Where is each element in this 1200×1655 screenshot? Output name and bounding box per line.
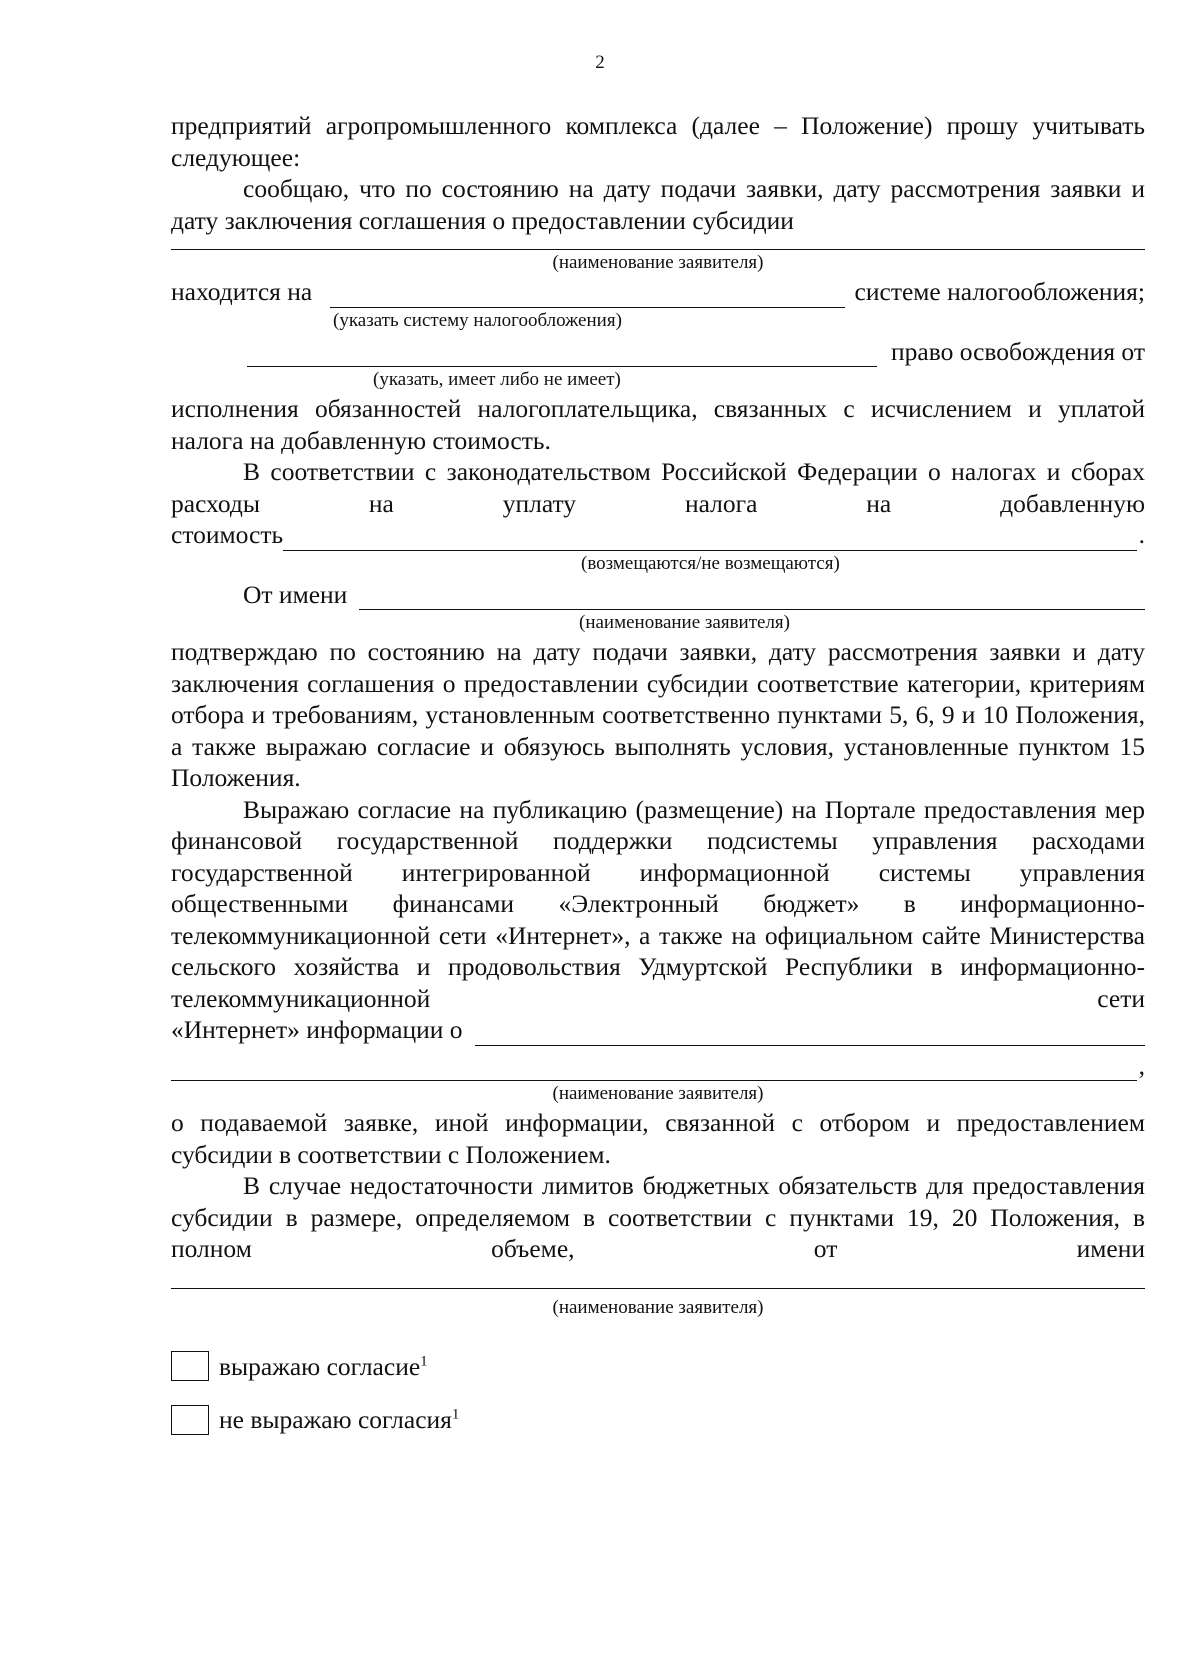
info-field-2[interactable]: [171, 1056, 1137, 1081]
caption-applicant-name-4: (наименование заявителя): [552, 1296, 764, 1318]
paragraph-publication: Выражаю согласие на публикацию (размещение) на Портале предоставления мер финансовой государственной поддержки подсистемы управления расходами государственной интегрированной информационной системы управления общественными финансами «Электронный бюджет» в информационно-телекоммуникационной сети «Интернет», а также на официальном сайте Министерства сельского хозяйства и продовольствия Удмуртской Республики в информационно-телекоммуникационной сети: [171, 794, 1145, 1013]
tax-system-line: [171, 276, 1145, 308]
checkbox-disagree[interactable]: [171, 1405, 209, 1435]
caption-applicant-name-2: (наименование заявителя): [579, 612, 790, 633]
on-behalf-line: [171, 579, 1145, 611]
paragraph-obligations: исполнения обязанностей налогоплательщика, связанных с исчислением и уплатой налога на добавленную стоимость.: [171, 394, 1145, 455]
vat-field[interactable]: [283, 526, 1136, 551]
option-disagree-footnote: 1: [451, 1406, 460, 1423]
exemption-suffix: право освобождения от: [891, 336, 1145, 366]
on-behalf-prefix: От имени: [243, 579, 348, 609]
option-agree-footnote: 1: [420, 1353, 428, 1369]
option-disagree-label: не выражаю согласия: [219, 1405, 452, 1434]
info-end: ,: [1138, 1050, 1145, 1080]
info-prefix: «Интернет» информации о: [171, 1015, 463, 1044]
vat-end: .: [1138, 520, 1145, 549]
paragraph-limits: В случае недостаточности лимитов бюджетных обязательств для предоставления субсидии в размере, определяемом в соответствии с пунктами 19, 20 Положения, в полном объеме, от имени: [171, 1171, 1145, 1263]
exemption-line: [171, 336, 1145, 368]
paragraph-vat: В соответствии с законодательством Российской Федерации о налогах и сборах расходы на уплату налога на добавленную: [171, 457, 1145, 518]
checkbox-agree[interactable]: [171, 1351, 209, 1381]
exemption-field[interactable]: [247, 342, 877, 367]
info-field-1[interactable]: [475, 1021, 1145, 1046]
caption-applicant-name-3: (наименование заявителя): [552, 1083, 764, 1104]
paragraph-confirmation: подтверждаю по состоянию на дату подачи заявки, дату рассмотрения заявки и дату заключения соглашения о предоставлении субсидии соответствие категории, критериям отбора и требованиям, установленным соответственно пунктами 5, 6, 9 и 10 Положения, а также выражаю согласие и обязуюсь выполнять условия, установленные пунктом 15 Положения.: [171, 637, 1145, 792]
document-body: [171, 110, 1145, 1436]
vat-line: [171, 519, 1145, 551]
info-line: [171, 1014, 1145, 1046]
caption-vat: (возмещаются/не возмещаются): [581, 552, 840, 574]
tax-system-field[interactable]: [330, 283, 844, 308]
info-line-2: [171, 1050, 1145, 1082]
caption-tax-system: (указать систему налогообложения): [333, 309, 622, 331]
paragraph-application-info: о подаваемой заявке, иной информации, связанной с отбором и предоставлением субсидии в соответствии с Положением.: [171, 1108, 1145, 1169]
paragraph-status: сообщаю, что по состоянию на дату подачи заявки, дату рассмотрения заявки и дату заключения соглашения о предоставлении субсидии: [171, 174, 1145, 235]
option-disagree[interactable]: [171, 1404, 1145, 1436]
option-agree-text: [219, 1351, 428, 1383]
applicant-name-field-4[interactable]: [171, 1287, 1145, 1289]
option-disagree-text: [219, 1404, 459, 1436]
on-behalf-field[interactable]: [359, 585, 1145, 610]
option-agree[interactable]: [171, 1351, 1145, 1383]
tax-system-suffix: системе налогообложения;: [854, 277, 1145, 306]
vat-prefix: стоимость: [171, 520, 284, 549]
caption-applicant-name-1: (наименование заявителя): [552, 252, 764, 273]
paragraph-intro: предприятий агропромышленного комплекса (далее – Положение) прошу учитывать следующее:: [171, 111, 1145, 172]
caption-exemption: (указать, имеет либо не имеет): [373, 369, 621, 390]
tax-system-prefix: находится на: [171, 277, 313, 306]
page-number: 2: [595, 52, 605, 73]
option-agree-label: выражаю согласие: [219, 1351, 421, 1381]
